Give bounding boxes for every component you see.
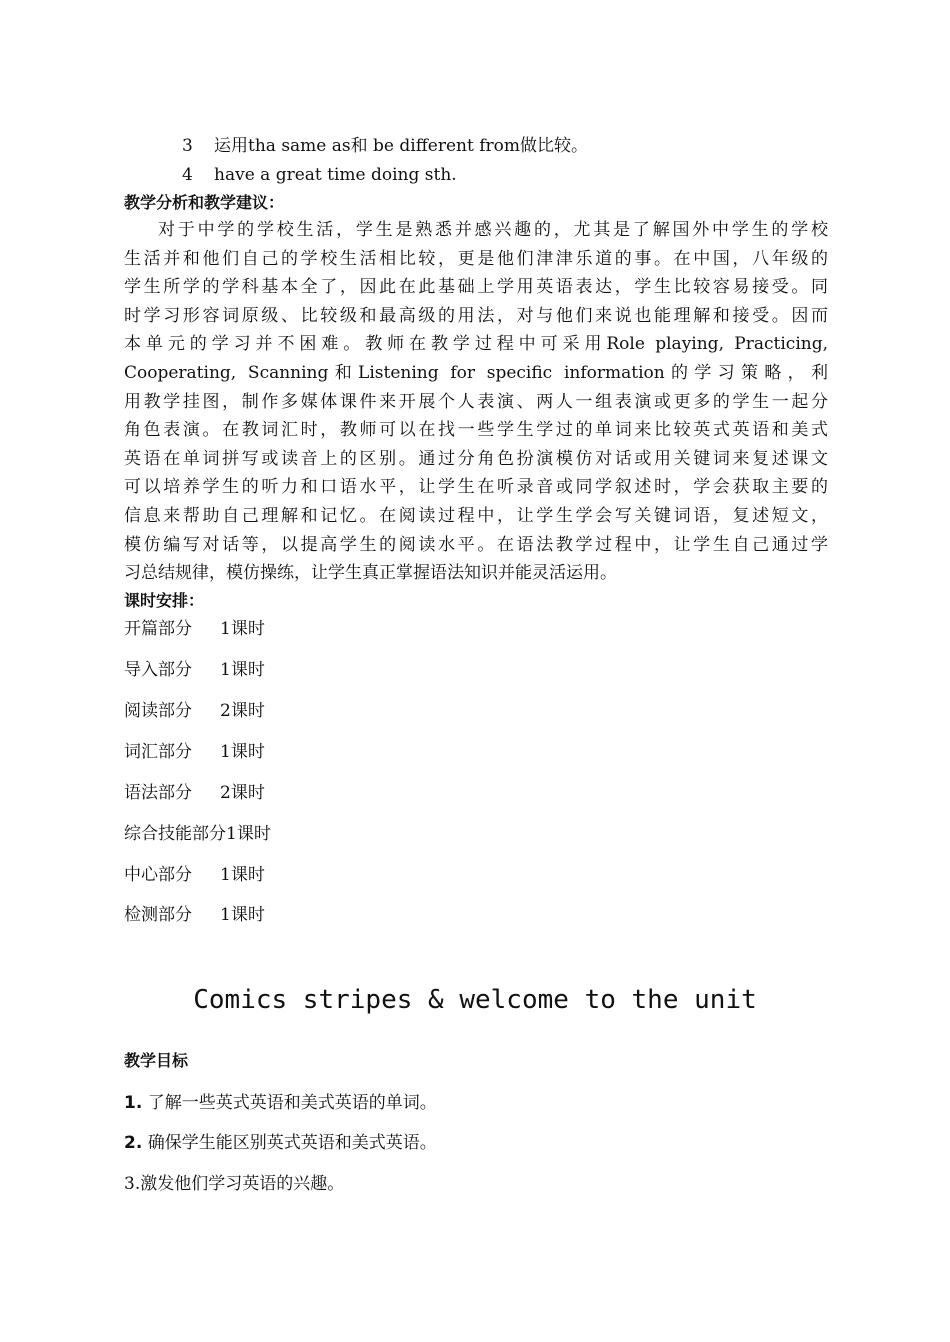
schedule-label: 中心部分 bbox=[124, 865, 192, 885]
paragraph-line: 生活并和他们自己的学校生活相比较，更是他们津津乐道的事。在中国，八年级的 bbox=[124, 248, 828, 269]
paragraph-line: 习总结规律，模仿操练，让学生真正掌握语法知识并能灵活运用。 bbox=[124, 563, 617, 584]
schedule-value: 1课时 bbox=[226, 824, 271, 844]
schedule-label: 导入部分 bbox=[124, 660, 192, 680]
schedule-row bbox=[124, 783, 265, 803]
paragraph-line: Cooperating, Scanning和Listening for specific information的学习策略，利 bbox=[124, 362, 828, 383]
schedule-heading: 课时安排： bbox=[124, 591, 205, 610]
schedule-label: 语法部分 bbox=[124, 783, 192, 803]
list-number: 3 bbox=[182, 136, 193, 156]
goal-number: 2. bbox=[124, 1133, 143, 1153]
paragraph-line: 模仿编写对话等，以提高学生的阅读水平。在语法教学过程中，让学生自己通过学 bbox=[124, 534, 828, 555]
goals-heading: 教学目标 bbox=[124, 1051, 189, 1070]
analysis-paragraph bbox=[124, 216, 828, 588]
list-number: 4 bbox=[182, 165, 193, 185]
paragraph-line: 本单元的学习并不困难。教师在教学过程中可采用Role playing, Practicing, bbox=[124, 334, 828, 355]
schedule-label: 阅读部分 bbox=[124, 701, 192, 721]
schedule-value: 1课时 bbox=[220, 865, 265, 885]
list-text: 运用tha same as和 be different from做比较。 bbox=[214, 136, 588, 156]
paragraph-line: 可以培养学生的听力和口语水平，让学生在听录音或同学叙述时，学会获取主要的 bbox=[124, 477, 828, 498]
schedule-row bbox=[124, 660, 265, 680]
paragraph-line: 用教学挂图，制作多媒体课件来开展个人表演、两人一组表演或更多的学生一起分 bbox=[124, 391, 828, 412]
schedule-row bbox=[124, 905, 265, 925]
schedule-label: 综合技能部分 bbox=[124, 824, 226, 844]
paragraph-line: 信息来帮助自己理解和记忆。在阅读过程中，让学生学会写关键词语，复述短文， bbox=[124, 505, 828, 526]
schedule-value: 2课时 bbox=[220, 701, 265, 721]
goal-item bbox=[124, 1133, 437, 1153]
goal-text: 激发他们学习英语的兴趣。 bbox=[140, 1174, 345, 1194]
paragraph-line: 角色表演。在教词汇时，教师可以在找一些学生学过的单词来比较英式英语和美式 bbox=[124, 420, 828, 441]
paragraph-line: 对于中学的学校生活，学生是熟悉并感兴趣的，尤其是了解国外中学生的学校 bbox=[158, 220, 828, 240]
schedule-value: 1课时 bbox=[220, 619, 265, 639]
list-item bbox=[182, 136, 588, 156]
schedule-row bbox=[124, 619, 265, 639]
paragraph-line: 学生所学的学科基本全了，因此在此基础上学用英语表达，学生比较容易接受。同 bbox=[124, 277, 828, 298]
goal-text: 了解一些英式英语和美式英语的单词。 bbox=[147, 1093, 437, 1113]
goal-number: 1. bbox=[124, 1093, 143, 1113]
schedule-value: 1课时 bbox=[220, 742, 265, 762]
schedule-value: 1课时 bbox=[220, 905, 265, 925]
goal-text: 确保学生能区别英式英语和美式英语。 bbox=[147, 1133, 437, 1153]
goal-item bbox=[124, 1174, 344, 1194]
schedule-value: 2课时 bbox=[220, 783, 265, 803]
schedule-label: 检测部分 bbox=[124, 905, 192, 925]
goal-number: 3. bbox=[124, 1174, 141, 1194]
analysis-heading: 教学分析和教学建议： bbox=[124, 193, 285, 212]
schedule-value: 1课时 bbox=[220, 660, 265, 680]
schedule-row bbox=[124, 865, 265, 885]
schedule-label: 词汇部分 bbox=[124, 742, 192, 762]
paragraph-line: 英语在单词拼写或读音上的区别。通过分角色扮演模仿对话或用关键词来复述课文 bbox=[124, 448, 828, 469]
schedule-row bbox=[124, 701, 265, 721]
goal-item bbox=[124, 1093, 437, 1113]
list-item bbox=[182, 165, 457, 185]
schedule-label: 开篇部分 bbox=[124, 619, 192, 639]
schedule-row bbox=[124, 824, 271, 844]
schedule-row bbox=[124, 742, 265, 762]
section-title: Comics stripes & welcome to the unit bbox=[193, 985, 757, 1015]
list-text: have a great time doing sth. bbox=[214, 165, 457, 185]
paragraph-line: 时学习形容词原级、比较级和最高级的用法，对与他们来说也能理解和接受。因而 bbox=[124, 305, 828, 326]
